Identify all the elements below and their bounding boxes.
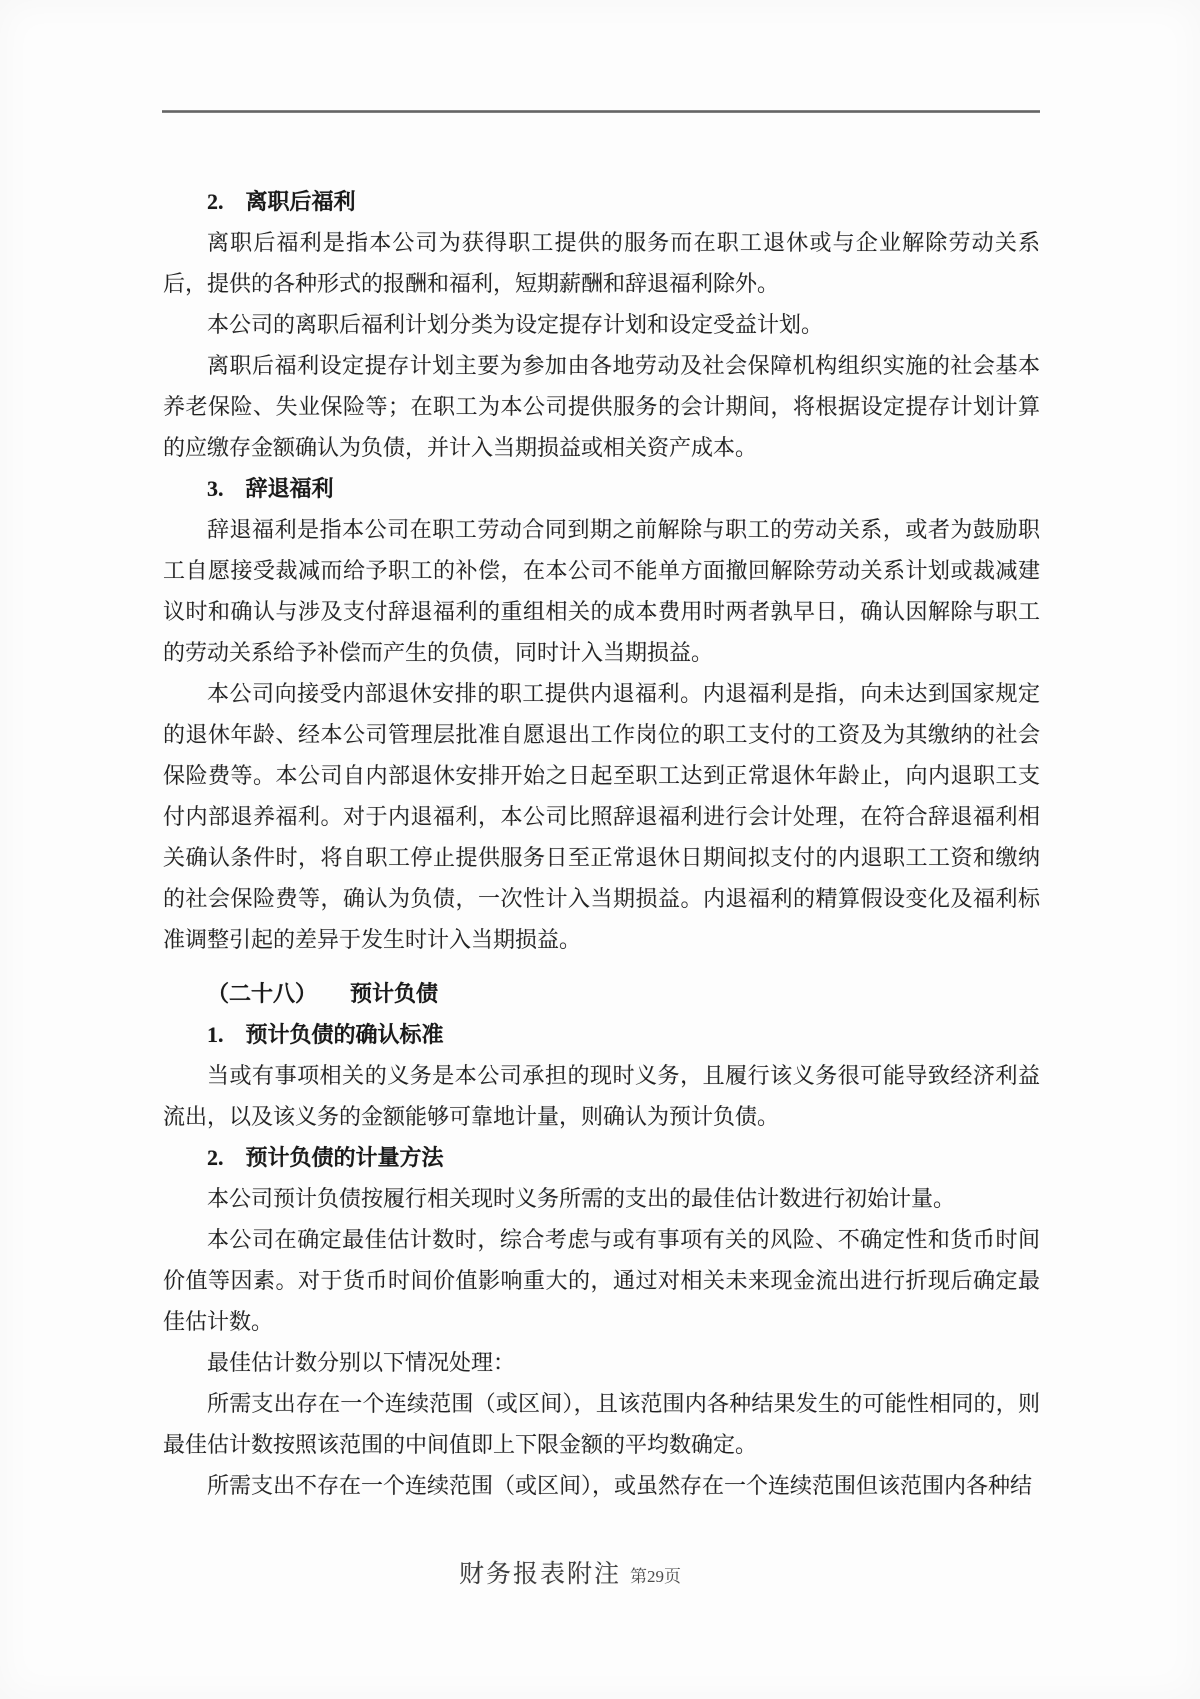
- paragraph: 本公司的离职后福利计划分类为设定提存计划和设定受益计划。: [207, 312, 824, 337]
- paragraph: 所需支出存在一个连续范围（或区间），且该范围内各种结果发生的可能性相同的，则最佳估计数按照该范围的中间值即上下限金额的平均数确定。: [163, 1391, 1040, 1457]
- heading-provision-measurement: 2. 预计负债的计量方法: [207, 1145, 444, 1170]
- document-body: [163, 181, 1040, 1506]
- paragraph: 本公司预计负债按履行相关现时义务所需的支出的最佳估计数进行初始计量。: [207, 1186, 956, 1211]
- paragraph: 辞退福利是指本公司在职工劳动合同到期之前解除与职工的劳动关系，或者为鼓励职工自愿接受裁减而给予职工的补偿，在本公司不能单方面撤回解除劳动关系计划或裁减建议时和确认与涉及支付辞退福利的重组相关的成本费用时两者孰早日，确认因解除与职工的劳动关系给予补偿而产生的负债，同时计入当期损益。: [163, 517, 1040, 665]
- paragraph: 本公司在确定最佳估计数时，综合考虑与或有事项有关的风险、不确定性和货币时间价值等因素。对于货币时间价值影响重大的，通过对相关未来现金流出进行折现后确定最佳估计数。: [163, 1227, 1040, 1334]
- heading-section-28-provisions: （二十八） 预计负债: [207, 981, 439, 1006]
- heading-post-employment-benefits: 2. 离职后福利: [207, 189, 356, 214]
- footer-title: 财务报表附注: [458, 1561, 621, 1588]
- heading-provision-recognition: 1. 预计负债的确认标准: [207, 1022, 444, 1047]
- paragraph: 当或有事项相关的义务是本公司承担的现时义务，且履行该义务很可能导致经济利益流出，以及该义务的金额能够可靠地计量，则确认为预计负债。: [163, 1063, 1040, 1129]
- footer-page-number: 第29页: [630, 1567, 681, 1586]
- paragraph: 最佳估计数分别以下情况处理：: [207, 1350, 516, 1375]
- header-rule: [162, 110, 1040, 113]
- paragraph: 本公司向接受内部退休安排的职工提供内退福利。内退福利是指，向未达到国家规定的退休年龄、经本公司管理层批准自愿退出工作岗位的职工支付的工资及为其缴纳的社会保险费等。本公司自内部退休安排开始之日起至职工达到正常退休年龄止，向内退职工支付内部退养福利。对于内退福利，本公司比照辞退福利进行会计处理，在符合辞退福利相关确认条件时，将自职工停止提供服务日至正常退休日期间拟支付的内退职工工资和缴纳的社会保险费等，确认为负债，一次性计入当期损益。内退福利的精算假设变化及福利标准调整引起的差异于发生时计入当期损益。: [163, 681, 1040, 952]
- paragraph: 所需支出不存在一个连续范围（或区间），或虽然存在一个连续范围但该范围内各种结: [207, 1473, 1033, 1498]
- heading-termination-benefits: 3. 辞退福利: [207, 476, 334, 501]
- page-footer: [0, 1554, 1140, 1590]
- paragraph: 离职后福利是指本公司为获得职工提供的服务而在职工退休或与企业解除劳动关系后，提供的各种形式的报酬和福利，短期薪酬和辞退福利除外。: [163, 230, 1040, 296]
- paragraph: 离职后福利设定提存计划主要为参加由各地劳动及社会保障机构组织实施的社会基本养老保险、失业保险等；在职工为本公司提供服务的会计期间，将根据设定提存计划计算的应缴存金额确认为负债，并计入当期损益或相关资产成本。: [163, 353, 1040, 460]
